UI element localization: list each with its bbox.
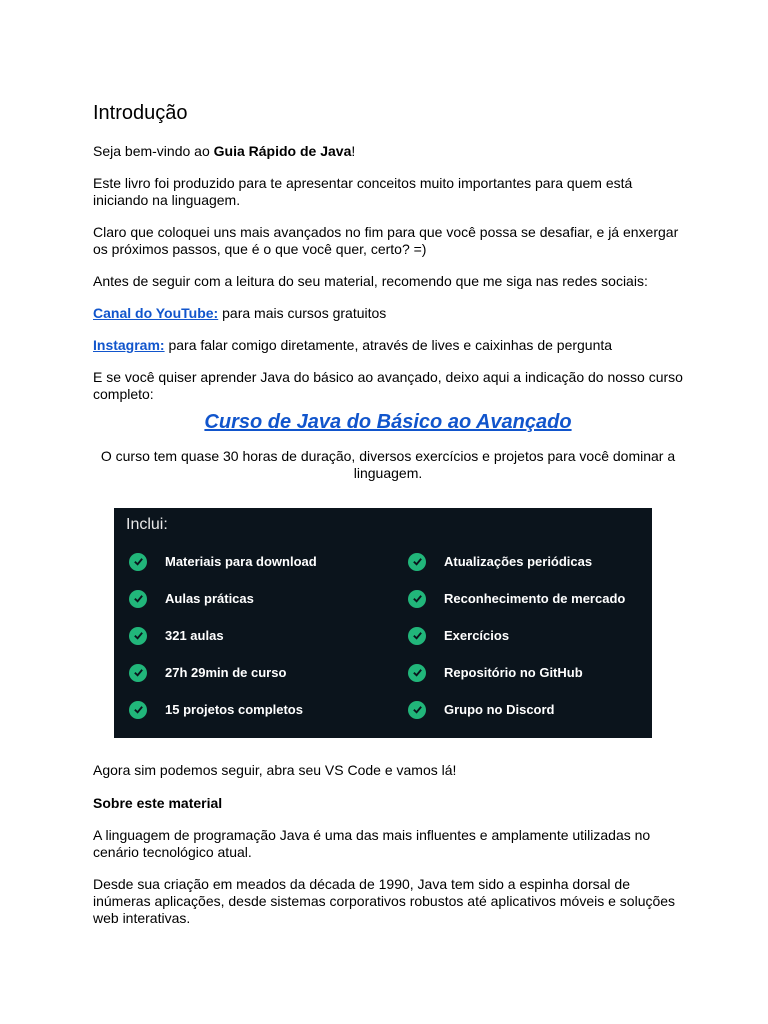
includes-item-label: Repositório no GitHub: [444, 665, 583, 680]
includes-title: Inclui:: [126, 516, 168, 533]
includes-item-label: 321 aulas: [165, 628, 224, 643]
section-heading-introducao: Introdução: [93, 102, 188, 124]
check-circle-icon: [129, 553, 147, 571]
check-circle-icon: [408, 664, 426, 682]
check-circle-icon: [129, 664, 147, 682]
includes-item: [408, 587, 639, 610]
welcome-prefix: Seja bem-vindo ao: [93, 143, 214, 159]
includes-item-label: Atualizações periódicas: [444, 554, 593, 569]
includes-item: [129, 587, 408, 610]
section-title-sobre: Sobre este material: [93, 795, 223, 811]
includes-item-label: Aulas práticas: [165, 591, 254, 606]
includes-item-label: Materiais para download: [165, 554, 317, 569]
paragraph-course-recommendation: E se você quiser aprender Java do básico ao avançado, deixo aqui a indicação do nosso curso completo:: [93, 369, 683, 402]
check-circle-icon: [408, 627, 426, 645]
includes-item-label: Reconhecimento de mercado: [444, 591, 626, 606]
includes-item-label: 15 projetos completos: [165, 702, 303, 717]
includes-item: [129, 550, 408, 573]
paragraph-book-purpose: Este livro foi produzido para te apresentar conceitos muito importantes para quem está iniciando na linguagem.: [93, 175, 633, 208]
includes-item: [408, 661, 639, 684]
instagram-description: para falar comigo diretamente, através de lives e caixinhas de pergunta: [164, 337, 613, 353]
paragraph-java-history: Desde sua criação em meados da década de 1990, Java tem sido a espinha dorsal de inúmeras aplicações, desde sistemas corporativos robustos até aplicativos móveis e soluções web interativas.: [93, 876, 676, 926]
check-circle-icon: [129, 590, 147, 608]
paragraph-lets-start: Agora sim podemos seguir, abra seu VS Code e vamos lá!: [93, 762, 457, 778]
course-includes-banner: [114, 508, 652, 738]
paragraph-social-intro: Antes de seguir com a leitura do seu material, recomendo que me siga nas redes sociais:: [93, 273, 648, 289]
instagram-link[interactable]: Instagram:: [93, 337, 165, 353]
instagram-paragraph: [93, 337, 683, 354]
youtube-description: para mais cursos gratuitos: [218, 305, 387, 321]
includes-item-label: Exercícios: [444, 628, 510, 643]
includes-item: [129, 698, 408, 721]
paragraph-java-influence: A linguagem de programação Java é uma das mais influentes e amplamente utilizadas no cenário tecnológico atual.: [93, 827, 651, 860]
includes-item: [408, 624, 639, 647]
check-circle-icon: [408, 553, 426, 571]
includes-list: [129, 550, 639, 721]
includes-item-label: Grupo no Discord: [444, 702, 555, 717]
youtube-link[interactable]: Canal do YouTube:: [93, 305, 219, 321]
includes-item: [408, 550, 639, 573]
includes-item: [408, 698, 639, 721]
document-content: [93, 99, 683, 942]
guide-title: Guia Rápido de Java: [213, 143, 352, 159]
includes-item-label: 27h 29min de curso: [165, 665, 287, 680]
includes-item: [129, 624, 408, 647]
youtube-paragraph: [93, 305, 683, 322]
welcome-suffix: !: [351, 143, 356, 159]
course-link[interactable]: Curso de Java do Básico ao Avançado: [204, 411, 572, 433]
check-circle-icon: [129, 701, 147, 719]
includes-item: [129, 661, 408, 684]
check-circle-icon: [408, 590, 426, 608]
paragraph-advanced-topics: Claro que coloquei uns mais avançados no fim para que você possa se desafiar, e já enxergar os próximos passos, que é o que você quer, certo? =): [93, 224, 679, 257]
welcome-paragraph: [93, 143, 683, 160]
check-circle-icon: [408, 701, 426, 719]
course-description: O curso tem quase 30 horas de duração, diversos exercícios e projetos para você dominar a linguagem.: [100, 448, 676, 481]
check-circle-icon: [129, 627, 147, 645]
